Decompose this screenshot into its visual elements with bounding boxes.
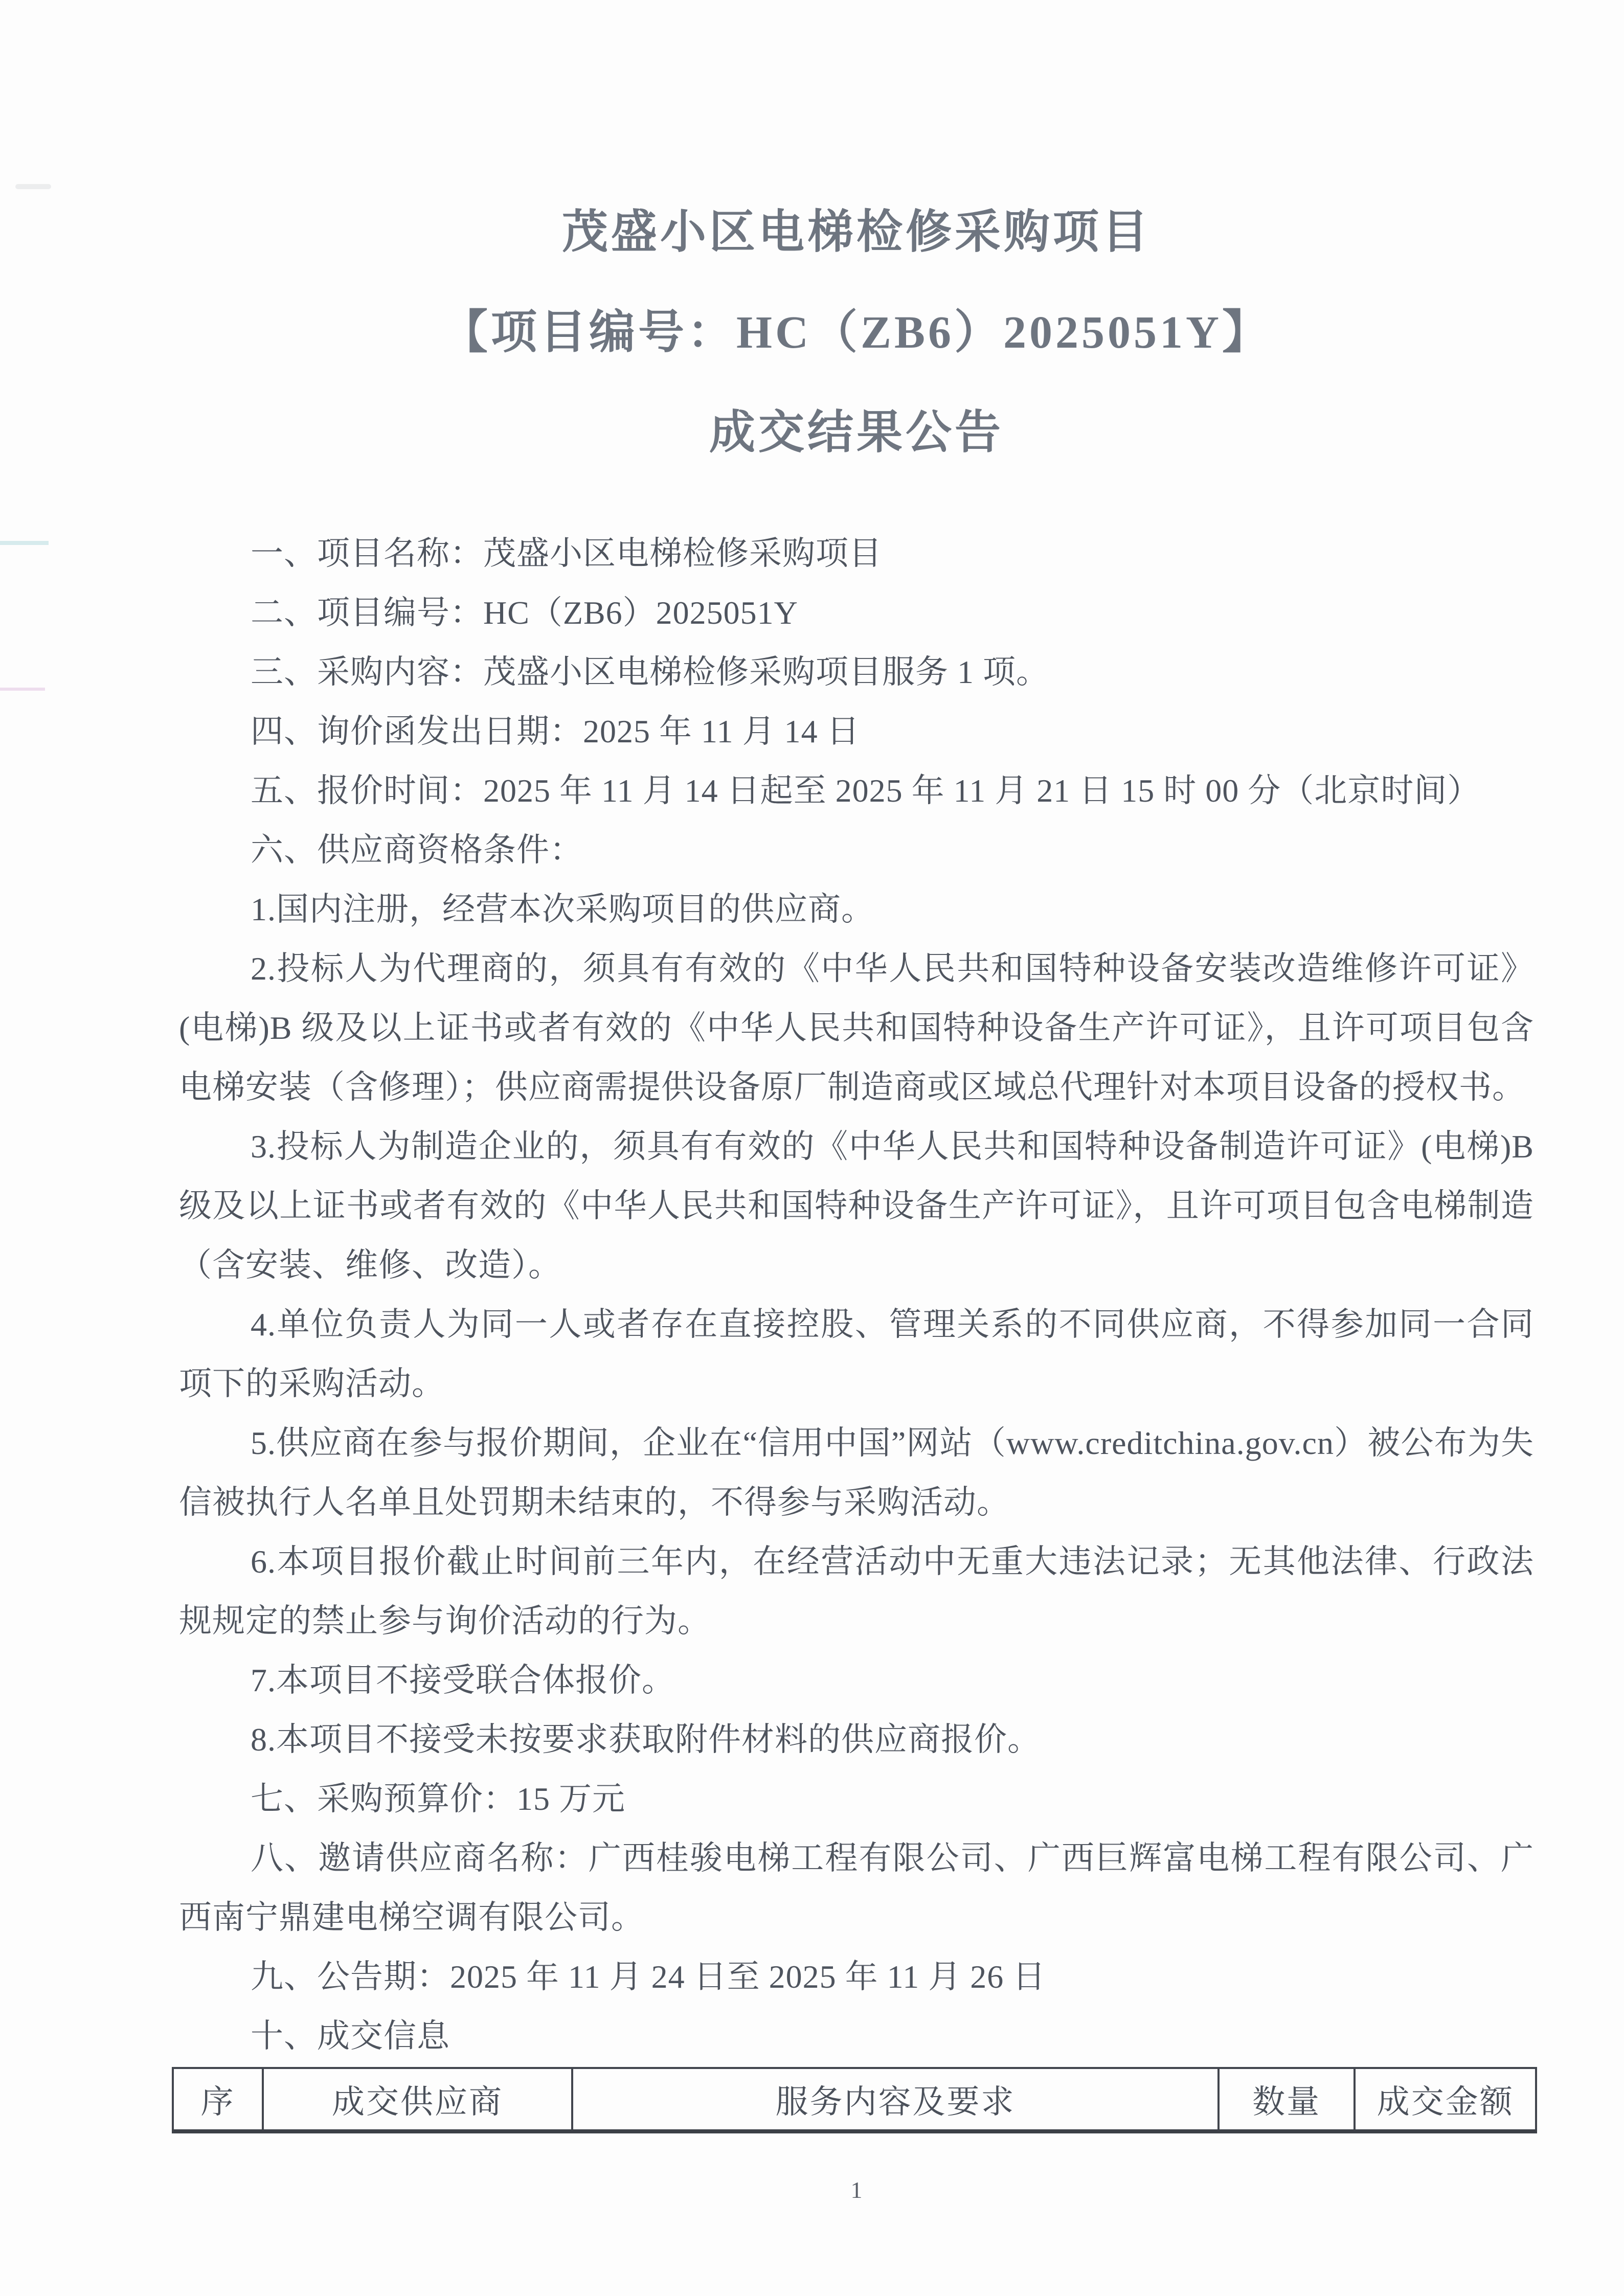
qualification-6: 6.本项目报价截止时间前三年内，在经营活动中无重大违法记录；无其他法律、行政法规规定的禁止参与询价活动的行为。 [179,1543,1534,1639]
scan-artifact [0,688,45,691]
scan-artifact [15,184,51,189]
item-1-project-name: 一、项目名称：茂盛小区电梯检修采购项目 [251,535,882,572]
column-header-seq: 序 [173,2068,263,2131]
document-body [179,524,1534,2066]
item-7-budget-price: 七、采购预算价：15 万元 [251,1781,625,1817]
scan-artifact [0,541,49,545]
page-content [179,0,1534,2203]
qualification-1: 1.国内注册，经营本次采购项目的供应商。 [251,891,874,927]
document-title-line-3: 成交结果公告 [709,407,1004,458]
document-title-line-2: 【项目编号：HC（ZB6）2025051Y】 [441,307,1272,358]
item-5-quote-period: 五、报价时间：2025 年 11 月 14 日起至 2025 年 11 月 21 日 15 时 00 分（北京时间） [251,772,1481,809]
column-header-winning-vendor: 成交供应商 [263,2068,572,2131]
item-3-procurement-content: 三、采购内容：茂盛小区电梯检修采购项目服务 1 项。 [251,654,1049,690]
qualification-5: 5.供应商在参与报价期间，企业在“信用中国”网站（www.creditchina.gov.cn）被公布为失信被执行人名单且处罚期未结束的，不得参与采购活动。 [179,1425,1534,1520]
qualification-7: 7.本项目不接受联合体报价。 [251,1662,675,1698]
item-6-qualifications-heading: 六、供应商资格条件： [251,832,583,868]
item-2-project-number: 二、项目编号：HC（ZB6）2025051Y [251,595,798,631]
qualification-2: 2.投标人为代理商的，须具有有效的《中华人民共和国特种设备安装改造维修许可证》(电梯)B 级及以上证书或者有效的《中华人民共和国特种设备生产许可证》，且许可项目包含电梯安装（含修理）；供应商需提供设备原厂制造商或区域总代理针对本项目设备的授权书。 [179,950,1534,1105]
deal-info-table [172,2067,1537,2133]
document-title-line-1: 茂盛小区电梯检修采购项目 [562,207,1151,258]
deal-table-header-row [173,2068,1536,2131]
item-10-deal-info-heading: 十、成交信息 [251,2018,450,2054]
item-4-inquiry-letter-date: 四、询价函发出日期：2025 年 11 月 14 日 [251,713,860,749]
qualification-3: 3.投标人为制造企业的，须具有有效的《中华人民共和国特种设备制造许可证》(电梯)B 级及以上证书或者有效的《中华人民共和国特种设备生产许可证》，且许可项目包含电梯制造（含安装、维修、改造）。 [179,1128,1534,1283]
item-9-announcement-period: 九、公告期：2025 年 11 月 24 日至 2025 年 11 月 26 日 [251,1959,1046,1995]
item-8-invited-suppliers: 八、邀请供应商名称：广西桂骏电梯工程有限公司、广西巨辉富电梯工程有限公司、广西南宁鼎建电梯空调有限公司。 [179,1840,1534,1936]
column-header-quantity: 数量 [1219,2068,1355,2131]
qualification-4: 4.单位负责人为同一人或者存在直接控股、管理关系的不同供应商，不得参加同一合同项下的采购活动。 [179,1306,1534,1402]
page-number: 1 [850,2177,863,2203]
column-header-service-scope: 服务内容及要求 [572,2068,1219,2131]
qualification-8: 8.本项目不接受未按要求获取附件材料的供应商报价。 [251,1721,1041,1758]
column-header-deal-amount: 成交金额 [1355,2068,1536,2131]
document-title-block [179,183,1534,483]
